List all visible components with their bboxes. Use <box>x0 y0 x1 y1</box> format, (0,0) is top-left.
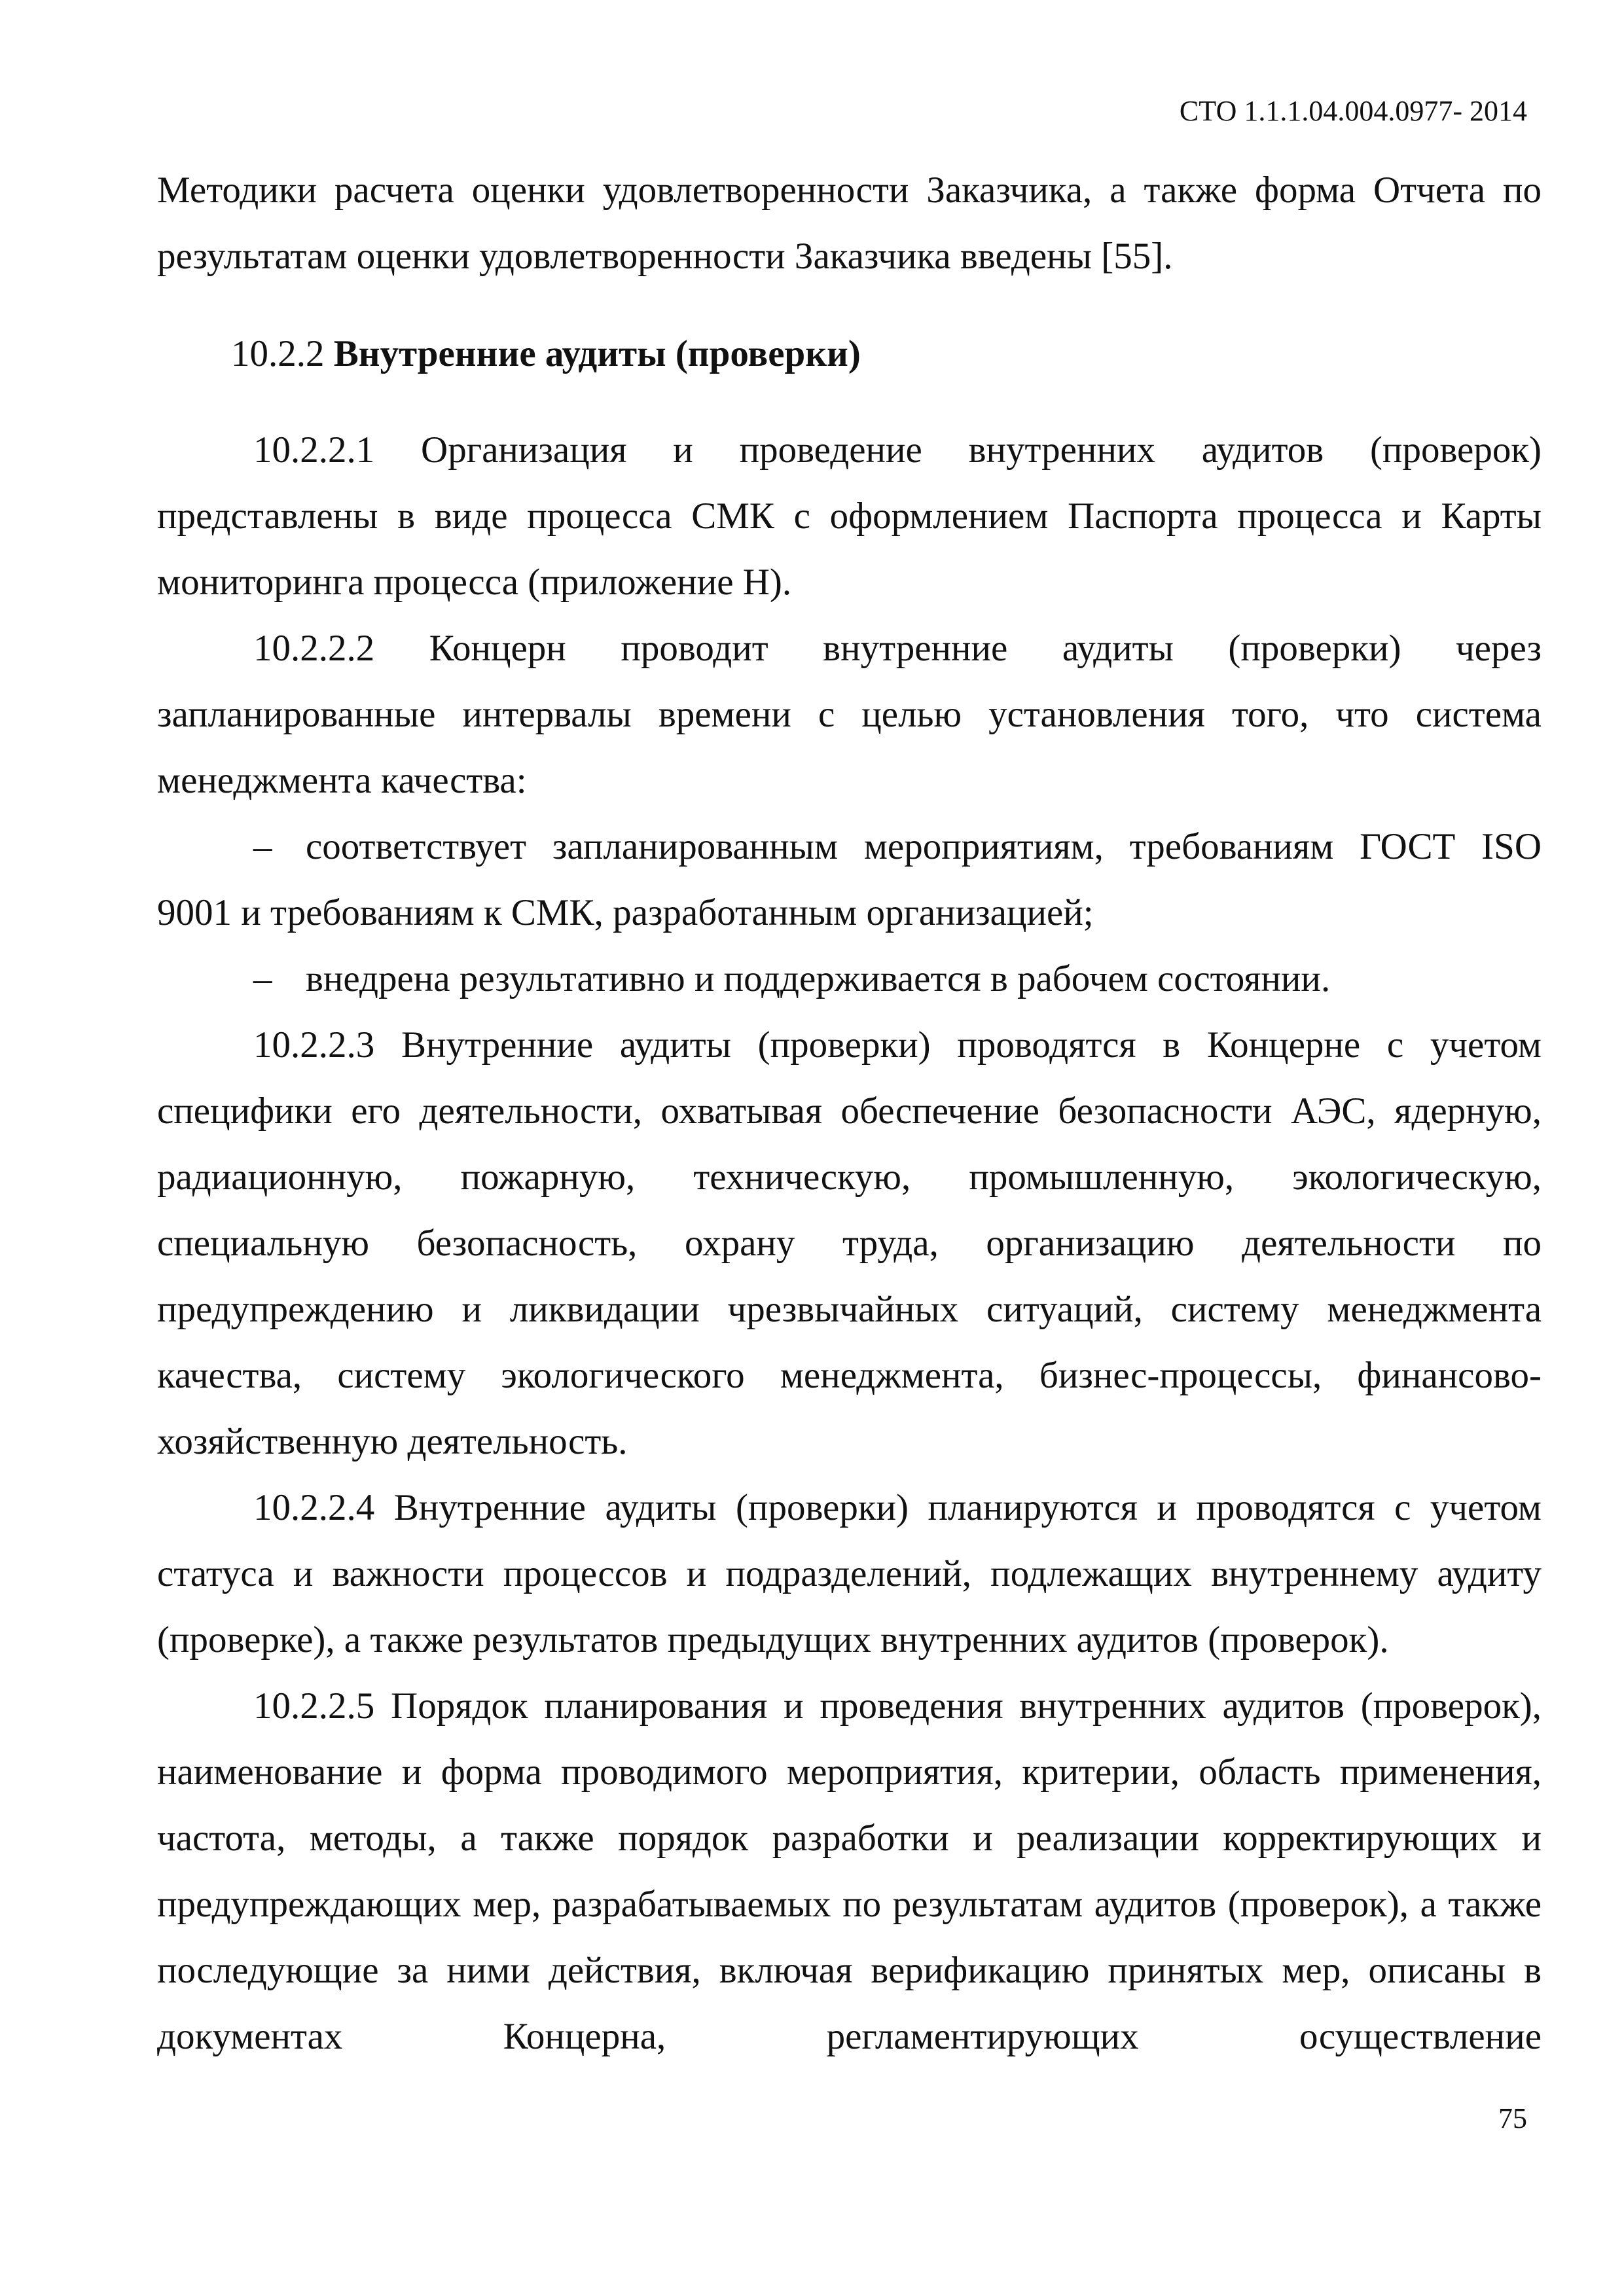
paragraph-10-2-2-3: 10.2.2.3 Внутренние аудиты (проверки) проводятся в Концерне с учетом специфики его деятельности, охватывая обеспечение безопасности АЭС, ядерную, радиационную, пожарную, техническую, промышленную, экологическую, специальную безопасность, охрану труда, организацию деятельности по предупреждению и ликвидации чрезвычайных ситуаций, систему менеджмента качества, систему экологического менеджмента, бизнес-процессы, финансово-хозяйственную деятельность. <box>157 1024 1542 1462</box>
paragraph-10-2-2-4: 10.2.2.4 Внутренние аудиты (проверки) планируются и проводятся с учетом статуса и важности процессов и подразделений, подлежащих внутреннему аудиту (проверке), а также результатов предыдущих внутренних аудитов (проверок). <box>157 1487 1542 1660</box>
dash-marker: – <box>253 826 272 867</box>
document-body <box>157 157 1542 2070</box>
paragraph-10-2-2-2: 10.2.2.2 Концерн проводит внутренние аудиты (проверки) через запланированные интервалы времени с целью установления того, что система менеджмента качества: <box>157 628 1542 801</box>
section-number: 10.2.2 <box>231 333 325 374</box>
list-item-text: соответствует запланированным мероприятиям, требованиям ГОСТ ISO 9001 и требованиям к СМК, разработанным организацией; <box>157 826 1542 933</box>
page-number: 75 <box>1498 2102 1527 2134</box>
dash-marker: – <box>253 958 272 999</box>
paragraph-10-2-2-1: 10.2.2.1 Организация и проведение внутренних аудитов (проверок) представлены в виде процесса СМК с оформлением Паспорта процесса и Карты мониторинга процесса (приложение Н). <box>157 429 1542 603</box>
list-item-text: внедрена результативно и поддерживается в рабочем состоянии. <box>306 958 1331 999</box>
intro-paragraph: Методики расчета оценки удовлетворенности Заказчика, а также форма Отчета по результатам оценки удовлетворенности Заказчика введены [55]. <box>157 170 1542 277</box>
document-code: СТО 1.1.1.04.004.0977- 2014 <box>1179 95 1527 127</box>
list-item <box>157 814 1542 946</box>
section-title: Внутренние аудиты (проверки) <box>333 333 861 374</box>
paragraph-10-2-2-5: 10.2.2.5 Порядок планирования и проведения внутренних аудитов (проверок), наименование и форма проводимого мероприятия, критерии, область применения, частота, методы, а также порядок разработки и реализации корректирующих и предупреждающих мер, разрабатываемых по результатам аудитов (проверок), а также последующие за ними действия, включая верификацию принятых мер, описаны в документах Концерна, регламентирующих осуществление <box>157 1685 1542 2057</box>
list-item <box>157 946 1542 1012</box>
section-heading <box>157 321 1542 387</box>
